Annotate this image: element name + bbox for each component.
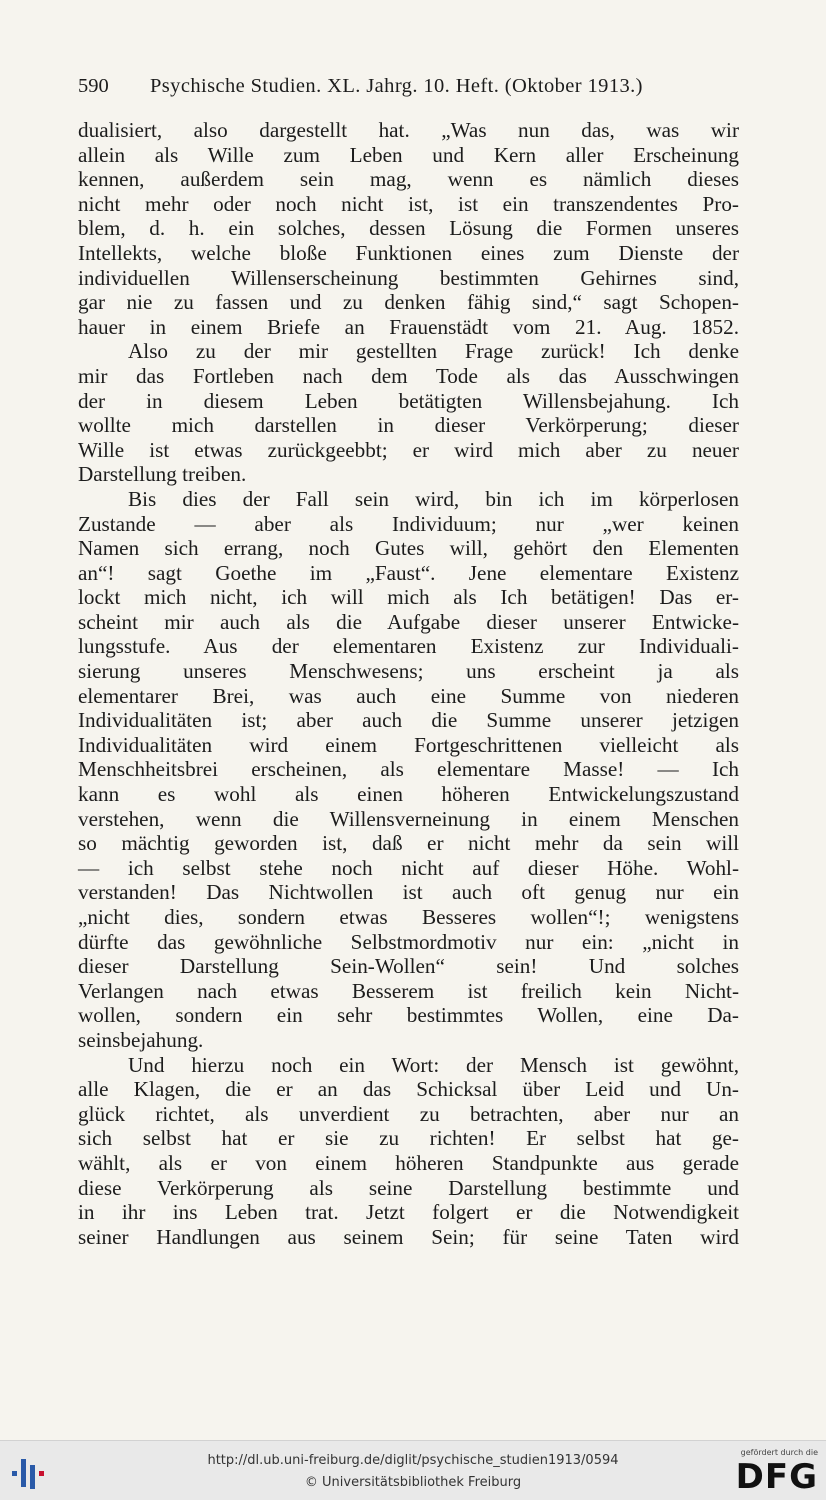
text-line: „nicht dies, sondern etwas Besseres wollen“!; wenigstens bbox=[78, 905, 739, 929]
text-line: Zustande — aber als Individuum; nur „wer keinen bbox=[78, 511, 739, 536]
text-line: lungsstufe. Aus der elementaren Existenz zur Individuali- bbox=[78, 634, 739, 659]
text-line: an“! sagt Goethe im „Faust“. Jene elementare Existenz bbox=[78, 560, 739, 585]
text-line: seinsbejahung. bbox=[78, 1027, 204, 1052]
running-title: Psychische Studien. XL. Jahrg. 10. Heft. (Oktober 1913.) bbox=[150, 75, 643, 97]
text-line: wählt, als er von einem höheren Standpunkte aus gerade bbox=[78, 1150, 739, 1175]
copyright-notice: © Universitätsbibliothek Freiburg bbox=[304, 1475, 522, 1490]
text-line: — ich selbst stehe noch nicht auf dieser Höhe. Wohl- bbox=[78, 855, 739, 880]
dfg-logo-text: DFG bbox=[735, 1457, 818, 1497]
viewer-footer bbox=[0, 1440, 826, 1500]
text-line: Darstellung treiben. bbox=[78, 462, 247, 487]
text-line: der in diesem Leben betätigten Willensbejahung. Ich bbox=[78, 388, 739, 413]
text-line: diese Verkörperung als seine Darstellung bestimmte und bbox=[78, 1175, 739, 1200]
text-line: dualisiert, also dargestellt hat. „Was nun das, was wir bbox=[78, 118, 739, 142]
text-line: in ihr ins Leben trat. Jetzt folgert er die Notwendigkeit bbox=[78, 1200, 739, 1225]
text-line: wollen, sondern ein sehr bestimmtes Wollen, eine Da- bbox=[78, 1003, 739, 1028]
text-line: individuellen Willenserscheinung bestimmten Gehirnes sind, bbox=[78, 265, 739, 290]
text-line: dürfte das gewöhnliche Selbstmordmotiv nur ein: „nicht in bbox=[78, 929, 739, 954]
text-line: kennen, außerdem sein mag, wenn es nämlich dieses bbox=[78, 167, 739, 192]
text-line: sierung unseres Menschwesens; uns erscheint ja als bbox=[78, 659, 739, 684]
text-line: wollte mich darstellen in dieser Verkörperung; dieser bbox=[78, 413, 739, 438]
text-line: Und hierzu noch ein Wort: der Mensch ist gewöhnt, bbox=[128, 1052, 739, 1077]
text-line: Individualitäten wird einem Fortgeschrittenen vielleicht als bbox=[78, 732, 739, 757]
text-line: Menschheitsbrei erscheinen, als elementare Masse! — Ich bbox=[78, 757, 739, 782]
text-line: hauer in einem Briefe an Frauenstädt vom 21. Aug. 1852. bbox=[78, 314, 739, 339]
text-line: lockt mich nicht, ich will mich als Ich betätigen! Das er- bbox=[78, 585, 739, 610]
text-line: allein als Wille zum Leben und Kern aller Erscheinung bbox=[78, 142, 739, 167]
text-line: nicht mehr oder noch nicht ist, ist ein transzendentes Pro- bbox=[78, 191, 739, 216]
text-line: alle Klagen, die er an das Schicksal über Leid und Un- bbox=[78, 1077, 739, 1102]
dfg-logo-icon bbox=[726, 1447, 818, 1497]
page-number: 590 bbox=[78, 75, 109, 97]
text-line: glück richtet, als unverdient zu betrachten, aber nur an bbox=[78, 1101, 739, 1126]
text-line: Verlangen nach etwas Besserem ist freilich kein Nicht- bbox=[78, 978, 739, 1003]
funding-note: gefördert durch die bbox=[740, 1448, 818, 1457]
text-line: Namen sich errang, noch Gutes will, gehört den Elementen bbox=[78, 536, 739, 561]
text-line: Intellekts, welche bloße Funktionen eines zum Dienste der bbox=[78, 240, 739, 265]
text-line: seiner Handlungen aus seinem Sein; für seine Taten wird bbox=[78, 1224, 739, 1249]
text-line: sich selbst hat er sie zu richten! Er selbst hat ge- bbox=[78, 1126, 739, 1151]
text-line: scheint mir auch als die Aufgabe dieser unserer Entwicke- bbox=[78, 609, 739, 634]
text-line: Wille ist etwas zurückgeebbt; er wird mich aber zu neuer bbox=[78, 437, 739, 462]
text-line: Also zu der mir gestellten Frage zurück! Ich denke bbox=[128, 339, 739, 364]
text-line: verstanden! Das Nichtwollen ist auch oft genug nur ein bbox=[78, 880, 739, 905]
document-url[interactable]: http://dl.ub.uni-freiburg.de/diglit/psychische_studien1913/0594 bbox=[207, 1453, 619, 1468]
text-line: verstehen, wenn die Willensverneinung in einem Menschen bbox=[78, 806, 739, 831]
text-line: dieser Darstellung Sein-Wollen“ sein! Und solches bbox=[78, 954, 739, 979]
text-line: Bis dies der Fall sein wird, bin ich im körperlosen bbox=[128, 486, 739, 511]
text-line: Individualitäten ist; aber auch die Summe unserer jetzigen bbox=[78, 708, 739, 733]
text-line: mir das Fortleben nach dem Tode als das Ausschwingen bbox=[78, 363, 739, 388]
text-line: blem, d. h. ein solches, dessen Lösung die Formen unseres bbox=[78, 216, 739, 241]
body-text bbox=[78, 118, 739, 1249]
text-line: elementarer Brei, was auch eine Summe von niederen bbox=[78, 683, 739, 708]
text-line: so mächtig geworden ist, daß er nicht mehr da sein will bbox=[78, 831, 739, 856]
text-line: kann es wohl als einen höheren Entwickelungszustand bbox=[78, 782, 739, 807]
text-line: gar nie zu fassen und zu denken fähig sind,“ sagt Schopen- bbox=[78, 290, 739, 315]
